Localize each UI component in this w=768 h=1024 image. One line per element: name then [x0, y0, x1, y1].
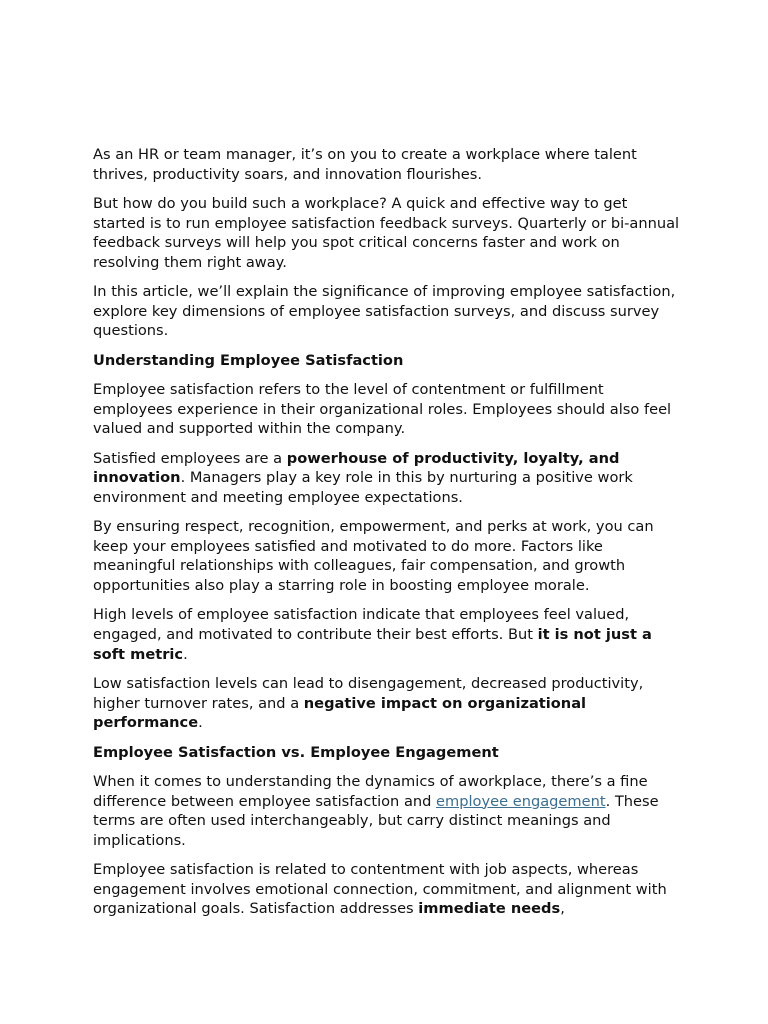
text-run: .	[183, 645, 188, 663]
section-heading-vs-engagement: Employee Satisfaction vs. Employee Engagement	[93, 743, 499, 761]
text-run: . These terms are often used interchangeably, but carry distinct meanings and implications.	[93, 792, 659, 849]
paragraph-low-satisfaction	[93, 674, 683, 733]
text-run: When it comes to understanding the dynamics of aworkplace, there’s a fine difference between employee satisfaction and	[93, 773, 648, 810]
text-run: ,	[560, 900, 565, 918]
article-body	[93, 145, 683, 929]
text-run: Employee satisfaction is related to contentment with job aspects, whereas engagement involves emotional connection, commitment, and alignment with organizational goals. Satisfaction addresses	[93, 861, 667, 918]
paragraph-definition: Employee satisfaction refers to the level of contentment or fulfillment employees experience in their organizational roles. Employees should also feel valued and supported within the company.	[93, 381, 672, 438]
text-run: High levels of employee satisfaction indicate that employees feel valued, engaged, and motivated to contribute their best efforts. But	[93, 606, 630, 644]
text-run: Satisfied employees are a	[93, 449, 287, 467]
bold-text: powerhouse of productivity, loyalty, and innovation	[93, 449, 620, 487]
paragraph-high-levels	[93, 605, 683, 664]
paragraph-how-to-build: But how do you build such a workplace? A quick and effective way to get started is to run employee satisfaction feedback surveys. Quarterly or bi-annual feedback surveys will help you spot critical concerns faster and work on resolving them right away.	[93, 194, 680, 271]
section-heading-understanding: Understanding Employee Satisfaction	[93, 351, 404, 369]
text-run: Low satisfaction levels can lead to disengagement, decreased productivity, higher turnover rates, and a	[93, 675, 644, 712]
paragraph-satisfied-employees	[93, 449, 683, 508]
employee-engagement-link[interactable]: employee engagement	[436, 792, 606, 810]
text-run: .	[198, 714, 203, 732]
paragraph-dynamics	[93, 772, 683, 850]
bold-text: it is not just a soft metric	[93, 626, 652, 663]
bold-text: negative impact on organizational performance	[93, 694, 587, 732]
paragraph-intro: As an HR or team manager, it’s on you to create a workplace where talent thrives, productivity soars, and innovation flourishes.	[93, 146, 637, 183]
paragraph-satisfaction-vs-engagement	[93, 860, 683, 919]
paragraph-article-overview: In this article, we’ll explain the significance of improving employee satisfaction, explore key dimensions of employee satisfaction surveys, and discuss survey questions.	[93, 283, 676, 340]
paragraph-ensuring-respect: By ensuring respect, recognition, empowerment, and perks at work, you can keep your employees satisfied and motivated to do more. Factors like meaningful relationships with colleagues, fair compensation, and growth opportunities also play a starring role in boosting employee morale.	[93, 518, 654, 595]
bold-text: immediate needs	[418, 900, 561, 918]
text-run: . Managers play a key role in this by nurturing a positive work environment and meeting employee expectations.	[93, 469, 633, 506]
